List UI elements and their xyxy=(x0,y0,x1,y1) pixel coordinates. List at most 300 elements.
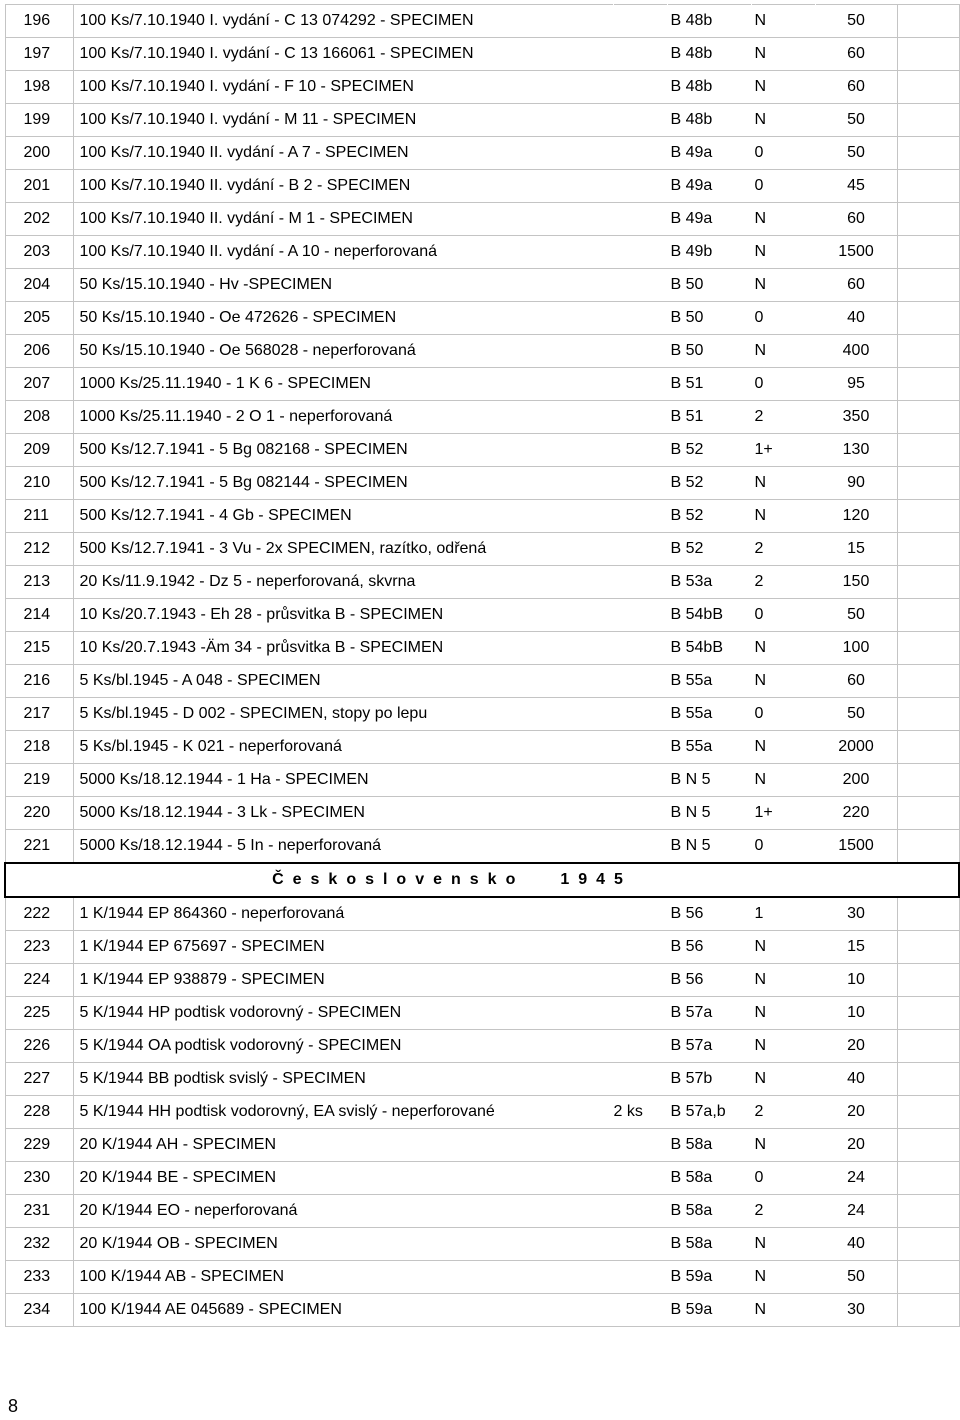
section-heading-word: Československo xyxy=(272,871,525,888)
condition-grade: N xyxy=(751,467,815,500)
empty-cell xyxy=(897,1228,959,1261)
lot-number: 229 xyxy=(5,1129,73,1162)
condition-grade: N xyxy=(751,1294,815,1327)
table-row xyxy=(5,1195,959,1228)
starting-price: 50 xyxy=(815,1261,897,1294)
empty-cell xyxy=(897,1063,959,1096)
condition-grade: 2 xyxy=(751,1096,815,1129)
empty-cell xyxy=(897,335,959,368)
empty-cell xyxy=(897,566,959,599)
empty-cell xyxy=(897,434,959,467)
condition-grade: 2 xyxy=(751,533,815,566)
item-quantity: 2 ks xyxy=(613,1096,667,1129)
empty-cell xyxy=(897,897,959,931)
table-row xyxy=(5,533,959,566)
starting-price: 24 xyxy=(815,1162,897,1195)
starting-price: 30 xyxy=(815,1294,897,1327)
item-description: 20 Ks/11.9.1942 - Dz 5 - neperforovaná, skvrna xyxy=(73,566,613,599)
condition-grade: N xyxy=(751,1261,815,1294)
condition-grade: N xyxy=(751,104,815,137)
item-description: 20 K/1944 BE - SPECIMEN xyxy=(73,1162,613,1195)
starting-price: 60 xyxy=(815,71,897,104)
table-row xyxy=(5,1261,959,1294)
condition-grade: N xyxy=(751,1030,815,1063)
item-quantity xyxy=(613,500,667,533)
condition-grade: N xyxy=(751,632,815,665)
table-row xyxy=(5,1228,959,1261)
item-quantity xyxy=(613,335,667,368)
lot-number: 221 xyxy=(5,830,73,864)
condition-grade: N xyxy=(751,1063,815,1096)
starting-price: 10 xyxy=(815,964,897,997)
catalog-reference: B 55a xyxy=(667,731,751,764)
starting-price: 1500 xyxy=(815,236,897,269)
starting-price: 15 xyxy=(815,533,897,566)
empty-cell xyxy=(897,997,959,1030)
table-row xyxy=(5,269,959,302)
condition-grade: 0 xyxy=(751,1162,815,1195)
starting-price: 50 xyxy=(815,5,897,38)
item-description: 50 Ks/15.10.1940 - Hv -SPECIMEN xyxy=(73,269,613,302)
catalog-reference: B 48b xyxy=(667,38,751,71)
item-description: 5 K/1944 BB podtisk svislý - SPECIMEN xyxy=(73,1063,613,1096)
section-heading-year: 1945 xyxy=(560,871,632,888)
item-description: 10 Ks/20.7.1943 - Eh 28 - průsvitka B - SPECIMEN xyxy=(73,599,613,632)
starting-price: 50 xyxy=(815,599,897,632)
item-description: 5000 Ks/18.12.1944 - 5 In - neperforovaná xyxy=(73,830,613,864)
starting-price: 90 xyxy=(815,467,897,500)
catalog-reference: B 55a xyxy=(667,698,751,731)
lot-number: 217 xyxy=(5,698,73,731)
item-quantity xyxy=(613,1195,667,1228)
item-quantity xyxy=(613,467,667,500)
condition-grade: N xyxy=(751,1129,815,1162)
empty-cell xyxy=(897,1195,959,1228)
item-quantity xyxy=(613,1030,667,1063)
item-description: 5 K/1944 HH podtisk vodorovný, EA svislý - neperforované xyxy=(73,1096,613,1129)
item-quantity xyxy=(613,1294,667,1327)
table-row xyxy=(5,335,959,368)
catalog-reference: B 58a xyxy=(667,1228,751,1261)
condition-grade: 0 xyxy=(751,170,815,203)
starting-price: 50 xyxy=(815,104,897,137)
lot-number: 231 xyxy=(5,1195,73,1228)
empty-cell xyxy=(897,5,959,38)
item-quantity xyxy=(613,236,667,269)
condition-grade: 0 xyxy=(751,698,815,731)
lot-number: 215 xyxy=(5,632,73,665)
catalog-reference: B 48b xyxy=(667,71,751,104)
catalog-reference: B 49a xyxy=(667,170,751,203)
table-row xyxy=(5,1063,959,1096)
empty-cell xyxy=(897,964,959,997)
item-quantity xyxy=(613,170,667,203)
item-quantity xyxy=(613,830,667,864)
condition-grade: N xyxy=(751,665,815,698)
condition-grade: N xyxy=(751,38,815,71)
catalog-reference: B 57a,b xyxy=(667,1096,751,1129)
condition-grade: 2 xyxy=(751,401,815,434)
item-description: 100 Ks/7.10.1940 II. vydání - A 10 - neperforovaná xyxy=(73,236,613,269)
lot-number: 219 xyxy=(5,764,73,797)
lot-number: 232 xyxy=(5,1228,73,1261)
table-row xyxy=(5,964,959,997)
lot-number: 216 xyxy=(5,665,73,698)
item-quantity xyxy=(613,533,667,566)
page-number: 8 xyxy=(8,1396,19,1416)
empty-cell xyxy=(897,797,959,830)
catalog-reference: B 51 xyxy=(667,401,751,434)
lot-number: 209 xyxy=(5,434,73,467)
lot-number: 218 xyxy=(5,731,73,764)
item-quantity xyxy=(613,203,667,236)
table-body-1945 xyxy=(5,897,959,1327)
starting-price: 200 xyxy=(815,764,897,797)
item-description: 5 Ks/bl.1945 - D 002 - SPECIMEN, stopy po lepu xyxy=(73,698,613,731)
item-quantity xyxy=(613,104,667,137)
starting-price: 50 xyxy=(815,137,897,170)
catalog-reference: B N 5 xyxy=(667,797,751,830)
lot-number: 196 xyxy=(5,5,73,38)
lot-number: 230 xyxy=(5,1162,73,1195)
starting-price: 350 xyxy=(815,401,897,434)
empty-cell xyxy=(897,71,959,104)
lot-number: 205 xyxy=(5,302,73,335)
empty-cell xyxy=(897,302,959,335)
item-quantity xyxy=(613,665,667,698)
catalog-reference: B 59a xyxy=(667,1294,751,1327)
lot-number: 213 xyxy=(5,566,73,599)
table-row xyxy=(5,38,959,71)
condition-grade: 1+ xyxy=(751,434,815,467)
table-body-1940s xyxy=(5,5,959,864)
table-row xyxy=(5,203,959,236)
empty-cell xyxy=(897,1030,959,1063)
item-description: 1 K/1944 EP 938879 - SPECIMEN xyxy=(73,964,613,997)
starting-price: 60 xyxy=(815,665,897,698)
catalog-table xyxy=(4,4,960,1327)
catalog-reference: B 48b xyxy=(667,104,751,137)
catalog-reference: B 48b xyxy=(667,5,751,38)
catalog-reference: B 49a xyxy=(667,203,751,236)
empty-cell xyxy=(897,368,959,401)
lot-number: 220 xyxy=(5,797,73,830)
condition-grade: 0 xyxy=(751,599,815,632)
lot-number: 202 xyxy=(5,203,73,236)
item-quantity xyxy=(613,698,667,731)
table-row xyxy=(5,236,959,269)
table-row xyxy=(5,1162,959,1195)
item-description: 5 K/1944 OA podtisk vodorovný - SPECIMEN xyxy=(73,1030,613,1063)
table-row xyxy=(5,797,959,830)
lot-number: 203 xyxy=(5,236,73,269)
condition-grade: 1+ xyxy=(751,797,815,830)
condition-grade: N xyxy=(751,1228,815,1261)
catalog-reference: B 49a xyxy=(667,137,751,170)
empty-cell xyxy=(897,467,959,500)
lot-number: 234 xyxy=(5,1294,73,1327)
item-description: 500 Ks/12.7.1941 - 5 Bg 082144 - SPECIMEN xyxy=(73,467,613,500)
empty-cell xyxy=(897,137,959,170)
item-quantity xyxy=(613,401,667,434)
catalog-reference: B 58a xyxy=(667,1195,751,1228)
lot-number: 214 xyxy=(5,599,73,632)
empty-cell xyxy=(897,698,959,731)
table-row xyxy=(5,1030,959,1063)
catalog-reference: B 52 xyxy=(667,434,751,467)
table-row xyxy=(5,170,959,203)
item-quantity xyxy=(613,897,667,931)
item-description: 500 Ks/12.7.1941 - 5 Bg 082168 - SPECIMEN xyxy=(73,434,613,467)
item-description: 100 Ks/7.10.1940 II. vydání - A 7 - SPECIMEN xyxy=(73,137,613,170)
catalog-reference: B 55a xyxy=(667,665,751,698)
empty-cell xyxy=(897,104,959,137)
condition-grade: N xyxy=(751,731,815,764)
item-description: 5 Ks/bl.1945 - A 048 - SPECIMEN xyxy=(73,665,613,698)
condition-grade: N xyxy=(751,269,815,302)
empty-cell xyxy=(897,401,959,434)
table-row xyxy=(5,566,959,599)
item-description: 1000 Ks/25.11.1940 - 2 O 1 - neperforovaná xyxy=(73,401,613,434)
catalog-reference: B 53a xyxy=(667,566,751,599)
catalog-reference: B 50 xyxy=(667,335,751,368)
empty-cell xyxy=(897,931,959,964)
catalog-reference: B 51 xyxy=(667,368,751,401)
catalog-reference: B 54bB xyxy=(667,632,751,665)
catalog-reference: B 50 xyxy=(667,269,751,302)
lot-number: 233 xyxy=(5,1261,73,1294)
empty-cell xyxy=(897,731,959,764)
item-quantity xyxy=(613,632,667,665)
catalog-reference: B 58a xyxy=(667,1129,751,1162)
condition-grade: N xyxy=(751,764,815,797)
catalog-reference: B 52 xyxy=(667,467,751,500)
lot-number: 212 xyxy=(5,533,73,566)
condition-grade: 0 xyxy=(751,137,815,170)
catalog-reference: B 52 xyxy=(667,533,751,566)
table-row xyxy=(5,368,959,401)
item-quantity xyxy=(613,599,667,632)
item-quantity xyxy=(613,1129,667,1162)
item-quantity xyxy=(613,5,667,38)
lot-number: 228 xyxy=(5,1096,73,1129)
section-heading-body xyxy=(5,863,959,897)
item-quantity xyxy=(613,38,667,71)
empty-cell xyxy=(897,533,959,566)
item-quantity xyxy=(613,434,667,467)
lot-number: 206 xyxy=(5,335,73,368)
empty-cell xyxy=(897,500,959,533)
starting-price: 20 xyxy=(815,1030,897,1063)
condition-grade: 0 xyxy=(751,368,815,401)
lot-number: 199 xyxy=(5,104,73,137)
starting-price: 20 xyxy=(815,1129,897,1162)
condition-grade: N xyxy=(751,236,815,269)
table-row xyxy=(5,104,959,137)
empty-cell xyxy=(897,236,959,269)
empty-cell xyxy=(897,599,959,632)
starting-price: 50 xyxy=(815,698,897,731)
item-description: 100 Ks/7.10.1940 II. vydání - B 2 - SPECIMEN xyxy=(73,170,613,203)
item-description: 100 Ks/7.10.1940 I. vydání - C 13 074292 - SPECIMEN xyxy=(73,5,613,38)
lot-number: 225 xyxy=(5,997,73,1030)
item-description: 5000 Ks/18.12.1944 - 3 Lk - SPECIMEN xyxy=(73,797,613,830)
item-quantity xyxy=(613,1261,667,1294)
item-description: 1 K/1944 EP 675697 - SPECIMEN xyxy=(73,931,613,964)
table-row xyxy=(5,434,959,467)
starting-price: 400 xyxy=(815,335,897,368)
table-row xyxy=(5,5,959,38)
lot-number: 227 xyxy=(5,1063,73,1096)
starting-price: 10 xyxy=(815,997,897,1030)
lot-number: 211 xyxy=(5,500,73,533)
empty-cell xyxy=(897,764,959,797)
item-description: 50 Ks/15.10.1940 - Oe 472626 - SPECIMEN xyxy=(73,302,613,335)
lot-number: 210 xyxy=(5,467,73,500)
item-description: 100 Ks/7.10.1940 I. vydání - C 13 166061 - SPECIMEN xyxy=(73,38,613,71)
lot-number: 200 xyxy=(5,137,73,170)
item-description: 10 Ks/20.7.1943 -Äm 34 - průsvitka B - SPECIMEN xyxy=(73,632,613,665)
starting-price: 130 xyxy=(815,434,897,467)
condition-grade: N xyxy=(751,203,815,236)
item-quantity xyxy=(613,1063,667,1096)
condition-grade: 0 xyxy=(751,302,815,335)
item-description: 100 K/1944 AB - SPECIMEN xyxy=(73,1261,613,1294)
condition-grade: N xyxy=(751,335,815,368)
item-description: 5 Ks/bl.1945 - K 021 - neperforovaná xyxy=(73,731,613,764)
item-quantity xyxy=(613,269,667,302)
table-row xyxy=(5,71,959,104)
starting-price: 40 xyxy=(815,302,897,335)
item-quantity xyxy=(613,731,667,764)
lot-number: 208 xyxy=(5,401,73,434)
catalog-reference: B 57b xyxy=(667,1063,751,1096)
table-row xyxy=(5,897,959,931)
condition-grade: 0 xyxy=(751,830,815,864)
item-description: 1000 Ks/25.11.1940 - 1 K 6 - SPECIMEN xyxy=(73,368,613,401)
item-quantity xyxy=(613,797,667,830)
starting-price: 15 xyxy=(815,931,897,964)
starting-price: 20 xyxy=(815,1096,897,1129)
condition-grade: N xyxy=(751,500,815,533)
lot-number: 201 xyxy=(5,170,73,203)
item-description: 100 Ks/7.10.1940 I. vydání - F 10 - SPECIMEN xyxy=(73,71,613,104)
table-row xyxy=(5,401,959,434)
table-row xyxy=(5,830,959,864)
item-quantity xyxy=(613,566,667,599)
catalog-reference: B 56 xyxy=(667,897,751,931)
empty-cell xyxy=(897,1261,959,1294)
empty-cell xyxy=(897,1294,959,1327)
table-row xyxy=(5,137,959,170)
section-title xyxy=(272,871,632,889)
item-description: 5000 Ks/18.12.1944 - 1 Ha - SPECIMEN xyxy=(73,764,613,797)
condition-grade: 2 xyxy=(751,1195,815,1228)
empty-cell xyxy=(897,170,959,203)
item-description: 5 K/1944 HP podtisk vodorovný - SPECIMEN xyxy=(73,997,613,1030)
catalog-reference: B 56 xyxy=(667,931,751,964)
condition-grade: N xyxy=(751,997,815,1030)
lot-number: 223 xyxy=(5,931,73,964)
item-description: 20 K/1944 EO - neperforovaná xyxy=(73,1195,613,1228)
empty-cell xyxy=(897,665,959,698)
item-description: 500 Ks/12.7.1941 - 4 Gb - SPECIMEN xyxy=(73,500,613,533)
starting-price: 40 xyxy=(815,1063,897,1096)
table-row xyxy=(5,764,959,797)
catalog-reference: B N 5 xyxy=(667,764,751,797)
item-quantity xyxy=(613,1162,667,1195)
starting-price: 60 xyxy=(815,203,897,236)
item-quantity xyxy=(613,764,667,797)
item-quantity xyxy=(613,997,667,1030)
starting-price: 45 xyxy=(815,170,897,203)
table-row xyxy=(5,467,959,500)
starting-price: 2000 xyxy=(815,731,897,764)
starting-price: 95 xyxy=(815,368,897,401)
item-description: 500 Ks/12.7.1941 - 3 Vu - 2x SPECIMEN, razítko, odřená xyxy=(73,533,613,566)
section-heading-row xyxy=(5,863,959,897)
table-row xyxy=(5,302,959,335)
lot-number: 197 xyxy=(5,38,73,71)
condition-grade: 2 xyxy=(751,566,815,599)
item-description: 1 K/1944 EP 864360 - neperforovaná xyxy=(73,897,613,931)
table-row xyxy=(5,1129,959,1162)
starting-price: 30 xyxy=(815,897,897,931)
table-row xyxy=(5,500,959,533)
starting-price: 24 xyxy=(815,1195,897,1228)
empty-cell xyxy=(897,269,959,302)
starting-price: 150 xyxy=(815,566,897,599)
catalog-reference: B N 5 xyxy=(667,830,751,864)
table-row xyxy=(5,665,959,698)
empty-cell xyxy=(897,1162,959,1195)
item-description: 50 Ks/15.10.1940 - Oe 568028 - neperforovaná xyxy=(73,335,613,368)
condition-grade: N xyxy=(751,71,815,104)
item-description: 100 Ks/7.10.1940 II. vydání - M 1 - SPECIMEN xyxy=(73,203,613,236)
table-row xyxy=(5,632,959,665)
lot-number: 204 xyxy=(5,269,73,302)
condition-grade: N xyxy=(751,964,815,997)
table-row xyxy=(5,931,959,964)
table-row xyxy=(5,997,959,1030)
item-quantity xyxy=(613,71,667,104)
catalog-reference: B 49b xyxy=(667,236,751,269)
table-row xyxy=(5,1294,959,1327)
starting-price: 40 xyxy=(815,1228,897,1261)
item-quantity xyxy=(613,302,667,335)
catalog-reference: B 59a xyxy=(667,1261,751,1294)
condition-grade: N xyxy=(751,931,815,964)
item-quantity xyxy=(613,931,667,964)
item-quantity xyxy=(613,964,667,997)
item-description: 100 Ks/7.10.1940 I. vydání - M 11 - SPECIMEN xyxy=(73,104,613,137)
lot-number: 198 xyxy=(5,71,73,104)
empty-cell xyxy=(897,1129,959,1162)
item-description: 100 K/1944 AE 045689 - SPECIMEN xyxy=(73,1294,613,1327)
empty-cell xyxy=(897,1096,959,1129)
empty-cell xyxy=(897,38,959,71)
catalog-reference: B 56 xyxy=(667,964,751,997)
condition-grade: 1 xyxy=(751,897,815,931)
starting-price: 60 xyxy=(815,269,897,302)
catalog-reference: B 52 xyxy=(667,500,751,533)
starting-price: 100 xyxy=(815,632,897,665)
item-description: 20 K/1944 AH - SPECIMEN xyxy=(73,1129,613,1162)
item-quantity xyxy=(613,1228,667,1261)
table-row xyxy=(5,1096,959,1129)
catalog-reference: B 58a xyxy=(667,1162,751,1195)
starting-price: 60 xyxy=(815,38,897,71)
